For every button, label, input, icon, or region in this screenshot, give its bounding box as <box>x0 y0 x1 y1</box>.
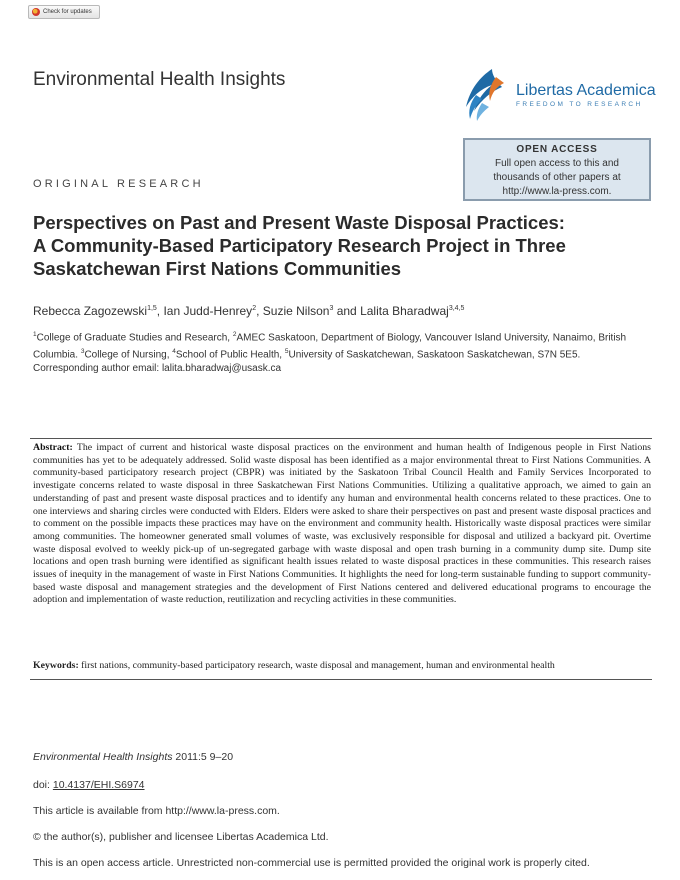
author-separator: , <box>156 304 164 318</box>
title-line-2: A Community-Based Participatory Research Project in Three <box>33 235 566 256</box>
citation-journal: Environmental Health Insights <box>33 751 173 763</box>
author-affiliation-ref: 2 <box>252 305 257 312</box>
affiliation-text: AMEC Saskatoon, Department of Biology, Vancouver Island University, Nanaimo, British Columbia. <box>33 332 627 361</box>
affiliation-number: 5 <box>284 347 289 355</box>
keywords-label: Keywords: <box>33 660 79 671</box>
abstract-bottom-rule <box>30 679 652 680</box>
abstract <box>33 442 651 607</box>
crossmark-icon <box>32 8 40 16</box>
doi-label: doi: <box>33 779 53 791</box>
open-access-link[interactable]: http://www.la-press.com. <box>502 186 612 197</box>
check-for-updates-button[interactable] <box>28 5 100 19</box>
publisher-tagline: FREEDOM TO RESEARCH <box>516 101 643 108</box>
keywords-text: first nations, community-based participatory research, waste disposal and management, human and environmental health <box>81 660 555 671</box>
affiliation-number: 3 <box>80 347 85 355</box>
title-line-3: Saskatchewan First Nations Communities <box>33 258 402 279</box>
affiliation-number: 2 <box>232 331 237 338</box>
author-separator: , <box>256 304 263 318</box>
affiliation-text: University of Saskatchewan, Saskatoon Saskatchewan, S7N 5E5. Corresponding author email: lalita.bharadwaj@usask.ca <box>33 349 581 374</box>
doi <box>33 779 145 791</box>
doi-link[interactable]: 10.4137/EHI.S6974 <box>52 779 145 791</box>
affiliation-text: College of Graduate Studies and Research, <box>36 332 233 344</box>
author-affiliation-ref: 3,4,5 <box>448 305 465 312</box>
affiliation-text: College of Nursing, <box>84 349 173 361</box>
article-title <box>33 211 653 280</box>
author-separator: and <box>333 304 361 318</box>
author-affiliation-ref: 1,5 <box>147 305 157 312</box>
availability-note: This article is available from http://www.la-press.com. <box>33 805 280 817</box>
author-name: Lalita Bharadwaj <box>360 304 449 318</box>
citation <box>33 751 233 763</box>
copyright-note: © the author(s), publisher and licensee Libertas Academica Ltd. <box>33 831 329 843</box>
publisher-name: Libertas Academica <box>516 82 656 99</box>
open-access-box <box>463 138 651 201</box>
author-name: Rebecca Zagozewski <box>33 304 148 318</box>
title-line-1: Perspectives on Past and Present Waste Disposal Practices: <box>33 212 565 233</box>
affiliation-number: 1 <box>33 331 37 338</box>
abstract-top-rule <box>30 438 652 439</box>
citation-volume-pages: 2011:5 9–20 <box>172 751 234 763</box>
abstract-label: Abstract: <box>33 442 73 453</box>
open-access-line-2: thousands of other papers at <box>493 172 621 183</box>
license-note: This is an open access article. Unrestricted non-commercial use is permitted provided the original work is properly cited. <box>33 857 590 869</box>
open-access-title: OPEN ACCESS <box>516 144 598 155</box>
article-section: ORIGINAL RESEARCH <box>33 178 204 190</box>
author-affiliation-ref: 3 <box>329 305 334 312</box>
author-list <box>33 304 464 318</box>
affiliation-number: 4 <box>172 347 176 355</box>
open-access-line-1: Full open access to this and <box>495 158 619 169</box>
affiliations <box>33 328 643 375</box>
author-name: Suzie Nilson <box>262 304 330 318</box>
feather-icon <box>466 69 504 121</box>
journal-name: Environmental Health Insights <box>33 69 286 90</box>
keywords <box>33 660 651 671</box>
affiliation-text: School of Public Health, <box>175 349 285 361</box>
abstract-text: The impact of current and historical waste disposal practices on the environment and human health of Indigenous people in First Nations communities has yet to be adequately addressed. Solid waste disposal has been identified as a major environmental threat to First Nations Communities. A community-based participatory research project (CBPR) was initiated by the Saskatoon Tribal Council Health and Family Services Incorporated to investigate concerns related to waste disposal in three Saskatchewan First Nations Communities. Utilizing a qualitative approach, we aimed to gain an understanding of past and present waste disposal practices and to identify any human and environmental health concerns related to these practices. One to one interviews and sharing circles were conducted with Elders. Elders were asked to share their perspectives on past and present waste disposal practices and to comment on the possible impacts these practices may have on the environment and community health. Historically waste disposal practices were similar among communities. The homeowner generated small volumes of waste, was exclusively responsible for disposal and utilized a backyard pit. Overtime waste disposal evolved to weekly pick-up of un-segregated garbage with waste disposal and open trash burning in a community dump site. Dump site locations and open trash burning were identified as significant health issues related to waste disposal practices in these communities. This research raises issues of inequity in the management of waste in First Nations Communities. It highlights the need for long-term sustainable funding to support community-based waste disposal and management strategies and the development of First Nations centered and delivered educational programs to encourage the adoption and implementation of waste reduction, reutilization and recycling activities in these communities. <box>33 442 651 606</box>
check-for-updates-label: Check for updates <box>43 9 92 15</box>
author-name: Ian Judd-Henrey <box>163 304 253 318</box>
